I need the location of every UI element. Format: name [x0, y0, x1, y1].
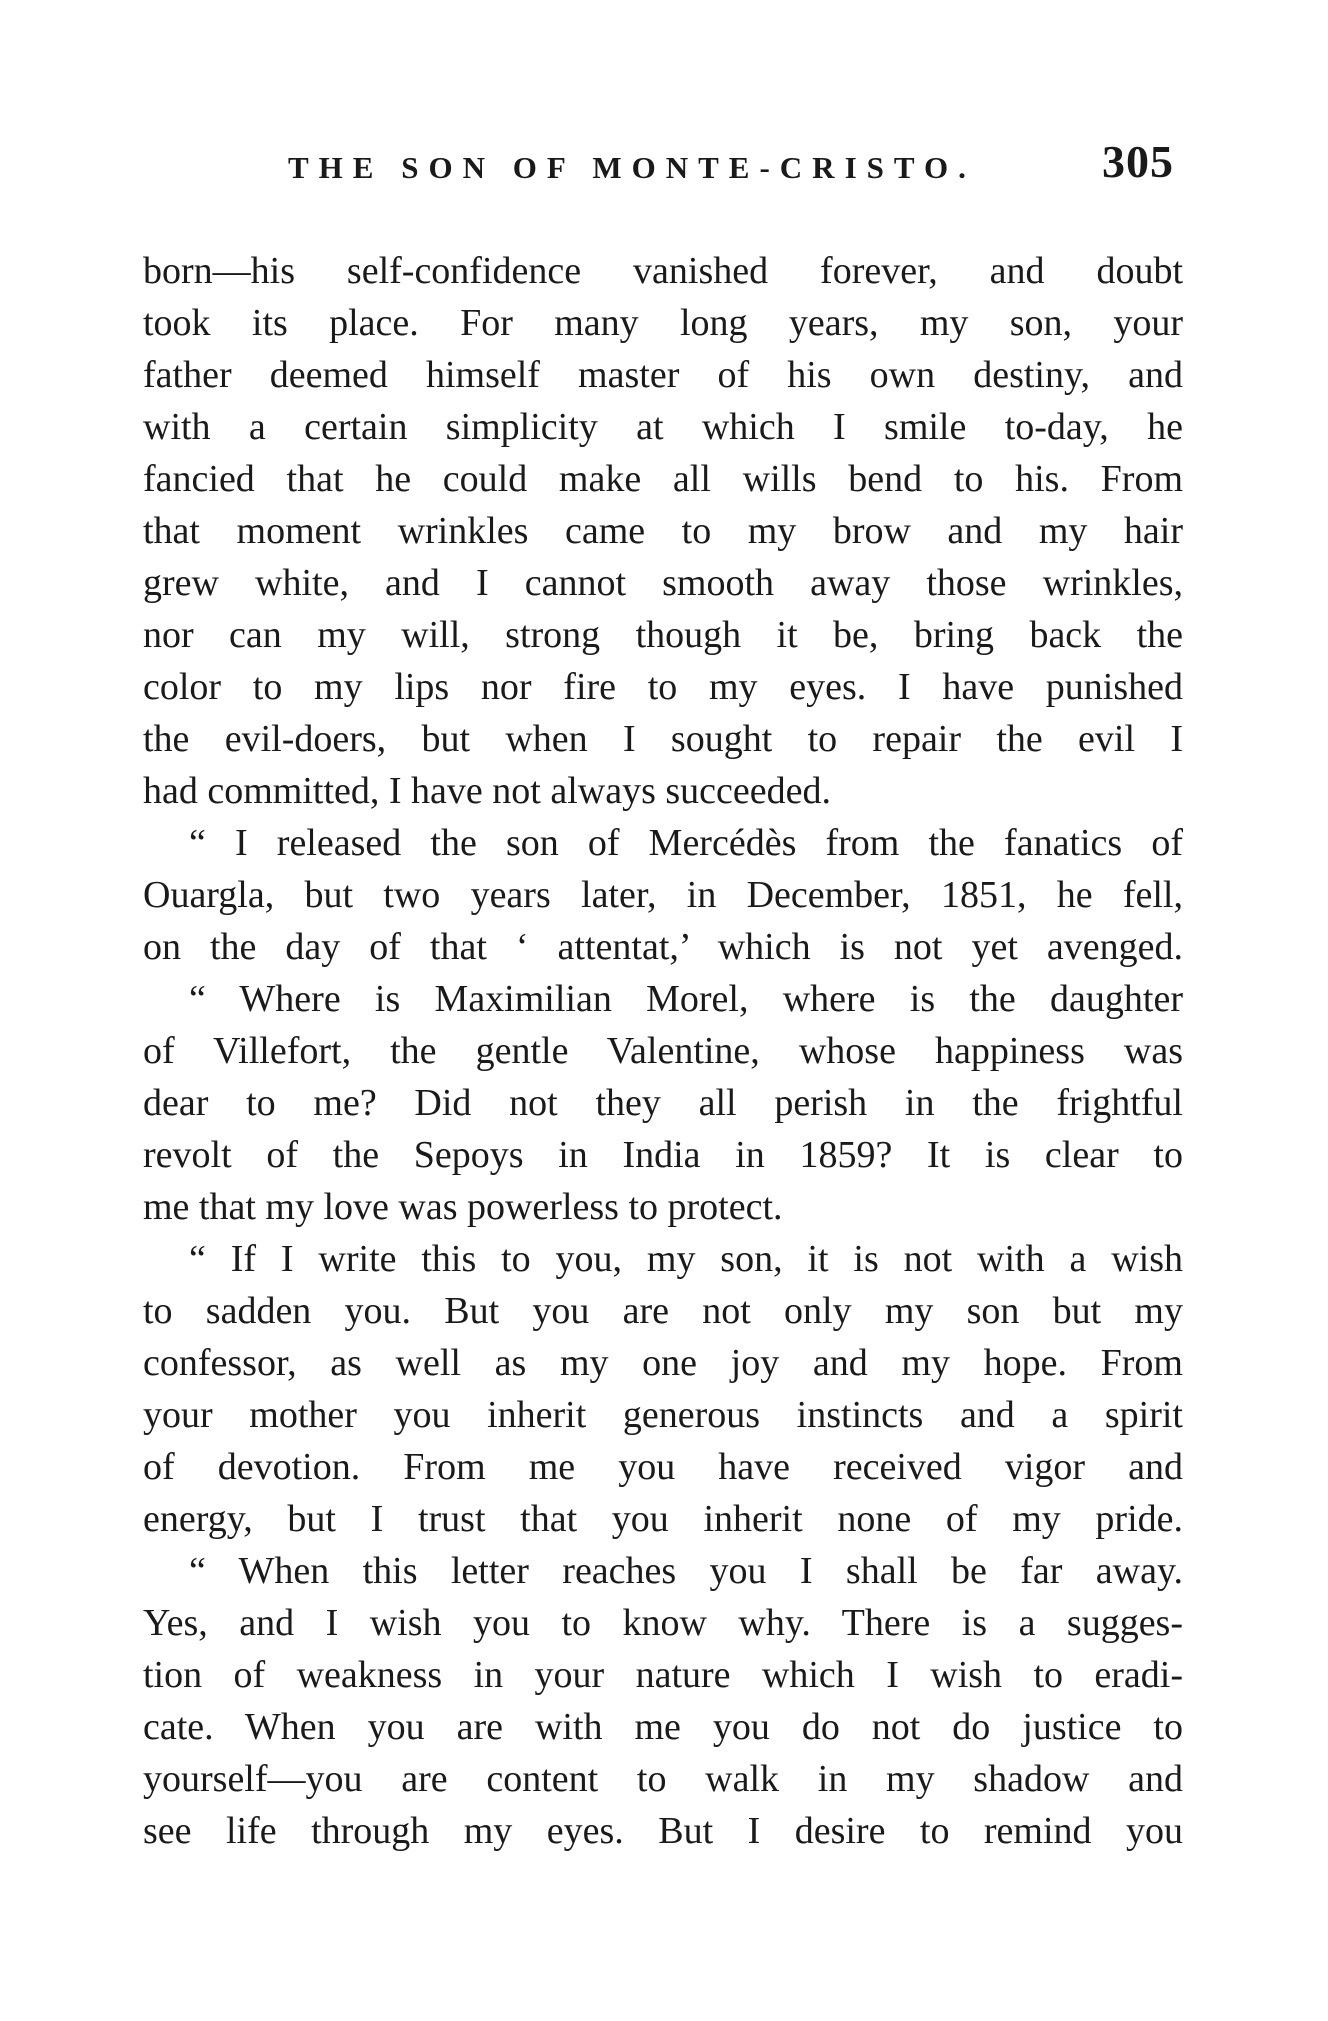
text-line: revolt of the Sepoys in India in 1859? It is clear to: [143, 1134, 1183, 1176]
text-line: confessor, as well as my one joy and my hope. From: [143, 1342, 1183, 1384]
text-line: me that my love was powerless to protect.: [143, 1186, 783, 1228]
text-line: color to my lips nor fire to my eyes. I have punished: [143, 666, 1183, 708]
text-line: that moment wrinkles came to my brow and my hair: [143, 510, 1183, 552]
text-line: of Villefort, the gentle Valentine, whose happiness was: [143, 1030, 1183, 1072]
text-line: tion of weakness in your nature which I wish to eradi-: [143, 1654, 1183, 1696]
text-line: of devotion. From me you have received vigor and: [143, 1446, 1183, 1488]
text-line: your mother you inherit generous instincts and a spirit: [143, 1394, 1183, 1436]
text-line: Yes, and I wish you to know why. There is a sugges-: [143, 1602, 1183, 1644]
text-line: cate. When you are with me you do not do justice to: [143, 1706, 1183, 1748]
text-line: see life through my eyes. But I desire to remind you: [143, 1810, 1183, 1852]
text-line: with a certain simplicity at which I smile to-day, he: [143, 406, 1183, 448]
text-line: father deemed himself master of his own destiny, and: [143, 354, 1183, 396]
text-line: took its place. For many long years, my son, your: [143, 302, 1183, 344]
text-line: “ I released the son of Mercédès from the fanatics of: [189, 822, 1183, 864]
text-line: to sadden you. But you are not only my son but my: [143, 1290, 1183, 1332]
text-line: nor can my will, strong though it be, bring back the: [143, 614, 1183, 656]
text-line: “ When this letter reaches you I shall be far away.: [189, 1550, 1183, 1592]
text-line: yourself—you are content to walk in my shadow and: [143, 1758, 1183, 1800]
text-line: Ouargla, but two years later, in December, 1851, he fell,: [143, 874, 1183, 916]
text-line: energy, but I trust that you inherit none of my pride.: [143, 1498, 1183, 1540]
text-line: “ Where is Maximilian Morel, where is the daughter: [189, 978, 1183, 1020]
text-line: on the day of that ‘ attentat,’ which is not yet avenged.: [143, 926, 1183, 968]
text-line: had committed, I have not always succeeded.: [143, 770, 831, 812]
page-number: 305: [1102, 136, 1174, 187]
text-line: born—his self-confidence vanished forever, and doubt: [143, 250, 1183, 292]
running-head-title: THE SON OF MONTE-CRISTO.: [288, 150, 976, 185]
text-line: fancied that he could make all wills bend to his. From: [143, 458, 1183, 500]
text-line: the evil-doers, but when I sought to repair the evil I: [143, 718, 1183, 760]
text-line: dear to me? Did not they all perish in the frightful: [143, 1082, 1183, 1124]
text-line: “ If I write this to you, my son, it is not with a wish: [189, 1238, 1183, 1280]
text-line: grew white, and I cannot smooth away those wrinkles,: [143, 562, 1183, 604]
body-text: [143, 245, 1183, 1857]
